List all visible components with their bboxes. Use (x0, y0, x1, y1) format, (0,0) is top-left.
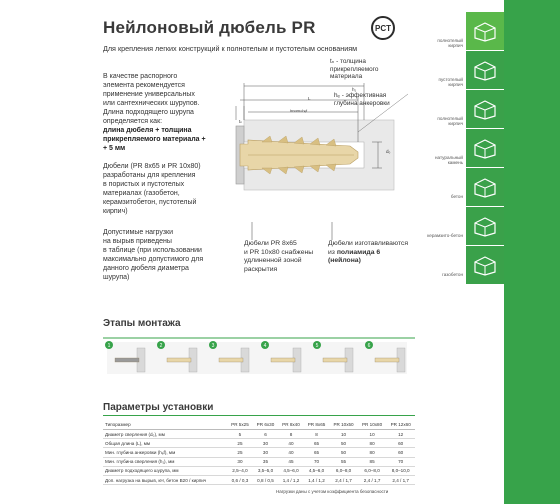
param-value-cell: 8 (278, 430, 304, 439)
table-row (103, 439, 415, 448)
step-number: 2 (159, 343, 163, 349)
text-line: в пористых и пустотелых (103, 181, 185, 188)
step-number: 3 (211, 343, 215, 349)
sidebar-item-claydite[interactable] (425, 207, 560, 246)
concrete-icon (466, 168, 504, 206)
page-subtitle: Для крепления легких конструкций к полнотелым и пустотелым основаниям (103, 44, 358, 53)
note-line: Дюбели PR 8x65 (244, 240, 297, 247)
param-value-cell: 6,0–8,0 (329, 466, 358, 475)
params-header-cell: PR 12x60 (386, 420, 415, 430)
material-note (328, 240, 420, 266)
sidebar-item-brick-hollow[interactable] (425, 51, 560, 90)
param-value-cell: 10 (358, 430, 387, 439)
step-tool (115, 358, 139, 362)
param-name-cell: Общая длина (L), мм (103, 439, 227, 448)
logo-text: PCT (375, 23, 391, 33)
brick-solid-icon (466, 12, 504, 50)
h1-label: h₁ (352, 87, 357, 92)
step-tool (323, 358, 347, 362)
param-value-cell: 30 (227, 457, 253, 466)
param-value-cell: 55 (329, 457, 358, 466)
param-value-cell: 4,5–6,0 (278, 466, 304, 475)
param-value-cell: 30 (253, 448, 279, 457)
step-number: 4 (263, 343, 267, 349)
params-title: Параметры установки (103, 402, 214, 413)
param-value-cell: 65 (304, 448, 330, 457)
text-line-bold: + 5 мм (103, 145, 126, 152)
param-value-cell: 45 (278, 457, 304, 466)
sidebar-item-label: бетон (450, 194, 463, 199)
steps-bg (107, 342, 407, 374)
sidebar-item-label: полнотелый кирпич (437, 38, 463, 48)
param-value-cell: 6,0–8,0 (358, 466, 387, 475)
param-value-cell: 6 (253, 430, 279, 439)
sidebar-item-label: пустотелый кирпич (438, 77, 463, 87)
param-value-cell: 85 (358, 457, 387, 466)
text-line-bold: длина дюбеля + толщина (103, 127, 192, 134)
note-line: глубина анкеровки (334, 99, 390, 107)
text-line: разработаны для крепления (103, 172, 196, 179)
certification-logo (371, 16, 395, 40)
params-header-cell: PR 5x25 (227, 420, 253, 430)
param-value-cell: 1,4 / 1,2 (278, 475, 304, 484)
step-tool (271, 358, 295, 362)
step-number: 6 (367, 343, 371, 349)
param-value-cell: 25 (227, 439, 253, 448)
text-line: данного дюбеля диаметра (103, 265, 189, 272)
table-row (103, 430, 415, 439)
params-footnote: Нагрузки даны с учетом коэффициента безопасности (276, 489, 389, 494)
L-label: L (308, 96, 311, 101)
note-line: удлиненной зоной (244, 257, 302, 265)
param-value-cell: 3,5–5,0 (253, 466, 279, 475)
step-tool (375, 358, 399, 362)
text-line: на вырыв приведены (103, 238, 172, 245)
porous-materials-text (103, 162, 228, 216)
param-value-cell: 40 (278, 439, 304, 448)
params-header-row (103, 420, 415, 430)
note-line: tₙ - толщина (330, 58, 366, 65)
note-line-bold: (нейлона) (328, 257, 361, 265)
text-line: Длина подходящего шурупа (103, 109, 194, 116)
note-line: раскрытия (244, 265, 278, 273)
param-value-cell: 0,6 / 0,3 (227, 475, 253, 484)
sidebar-item-concrete[interactable] (425, 168, 560, 207)
text-line: применение универсальных (103, 91, 195, 98)
text-line: В качестве распорного (103, 73, 178, 80)
note-line-bold: полиамида 6 (336, 248, 381, 256)
param-value-cell: 1,4 / 1,2 (304, 475, 330, 484)
text-line: материалах (газобетон, (103, 190, 180, 197)
note-line: и PR 10x80 снабжены (244, 248, 314, 256)
param-value-cell: 80 (358, 439, 387, 448)
elongated-zone-note (244, 240, 328, 274)
param-value-cell: 60 (386, 439, 415, 448)
param-name-cell: Мин. глубина сверления (h₁), мм (103, 457, 227, 466)
params-header-cell: PR 8x65 (304, 420, 330, 430)
table-row (103, 448, 415, 457)
text-line: шурупа) (103, 274, 130, 281)
param-value-cell: 40 (278, 448, 304, 457)
note-line: материала (330, 73, 363, 81)
params-table (103, 420, 415, 485)
d0-label: d₀ (386, 149, 391, 154)
param-value-cell: 65 (304, 439, 330, 448)
text-line: кирпич) (103, 208, 128, 215)
param-name-cell: Мин. глубина анкеровки (hₑf), мм (103, 448, 227, 457)
param-value-cell: 5 (227, 430, 253, 439)
param-value-cell: 30 (253, 439, 279, 448)
param-value-cell: 50 (329, 439, 358, 448)
screw-length-text (103, 72, 228, 153)
loads-text (103, 228, 228, 282)
params-header-cell: PR 10x50 (329, 420, 358, 430)
text-line-bold: прикрепляемого материала + (103, 136, 206, 143)
param-value-cell: 12 (386, 430, 415, 439)
param-value-cell: 35 (253, 457, 279, 466)
param-value-cell: 10 (329, 430, 358, 439)
steps-title: Этапы монтажа (103, 318, 181, 329)
text-line: или сантехнических шурупов. (103, 100, 200, 107)
param-value-cell: 2,5–4,0 (227, 466, 253, 475)
installation-steps (103, 336, 415, 380)
step-number: 5 (315, 343, 319, 349)
param-name-cell: Диаметр сверления (d₀), мм (103, 430, 227, 439)
claydite-icon (466, 207, 504, 245)
param-value-cell: 8 (304, 430, 330, 439)
step-tool (167, 358, 191, 362)
params-rule (103, 415, 415, 416)
catalog-label: Каталог продукции (448, 424, 454, 477)
param-value-cell: 60 (386, 448, 415, 457)
param-value-cell: 0,8 / 0,5 (253, 475, 279, 484)
note-line: из (328, 248, 335, 256)
tfix-note (330, 58, 416, 81)
note-line: прикрепляемого (330, 65, 379, 73)
hef-note (334, 92, 418, 107)
text-line: элемента рекомендуется (103, 82, 185, 89)
aerated-concrete-icon (466, 246, 504, 284)
table-row (103, 475, 415, 484)
tfix-label: tₙ (239, 119, 243, 124)
sidebar-item-label: полнотелый кирпич (437, 116, 463, 126)
param-value-cell: 70 (386, 457, 415, 466)
sidebar-item-label: керамзито-бетон (427, 233, 463, 238)
sidebar-item-brick[interactable] (425, 90, 560, 129)
sidebar-item-aerated-concrete[interactable] (425, 246, 560, 285)
param-value-cell: 25 (227, 448, 253, 457)
param-value-cell: 2,4 / 1,7 (329, 475, 358, 484)
note-line: hₑ - эффективная (334, 92, 387, 99)
param-value-cell: 2,4 / 1,7 (386, 475, 415, 484)
text-line: керамзитобетон, пустотелый (103, 199, 197, 206)
param-value-cell: 50 (329, 448, 358, 457)
param-value-cell: 2,4 / 1,7 (358, 475, 387, 484)
text-line: Допустимые нагрузки (103, 229, 174, 236)
note-line: Дюбели изготавливаются (328, 240, 409, 247)
text-line: максимально допустимого для (103, 256, 204, 263)
param-value-cell: 8,0–10,0 (386, 466, 415, 475)
param-value-cell: 70 (304, 457, 330, 466)
params-header-cell: PR 10x80 (358, 420, 387, 430)
params-header-cell: Типоразмер (103, 420, 227, 430)
text-line: в таблице (при использовании (103, 247, 202, 254)
table-row (103, 466, 415, 475)
sidebar-item-stone[interactable] (425, 129, 560, 168)
text-line: Дюбели (PR 8x65 и PR 10x80) (103, 163, 201, 170)
hnom-label: hnom=hₑf (290, 108, 308, 113)
step-number: 1 (107, 343, 111, 349)
param-value-cell: 80 (358, 448, 387, 457)
brick-icon (466, 90, 504, 128)
step-tool (219, 358, 243, 362)
sidebar-item-brick-solid[interactable] (425, 12, 560, 51)
sidebar-item-label: газобетон (442, 272, 463, 277)
page-title: Нейлоновый дюбель PR (103, 18, 316, 37)
sidebar-item-label: натуральный камень (435, 155, 463, 165)
material-sidebar (425, 0, 560, 504)
param-value-cell: 4,5–6,0 (304, 466, 330, 475)
params-header-cell: PR 6x30 (253, 420, 279, 430)
table-row (103, 457, 415, 466)
note-leaders (244, 222, 424, 240)
text-line: определяется как: (103, 118, 163, 125)
param-name-cell: Диаметр подходящего шурупа, мм (103, 466, 227, 475)
brick-hollow-icon (466, 51, 504, 89)
params-header-cell: PR 8x40 (278, 420, 304, 430)
param-name-cell: Доп. нагрузка на вырыв, кН, бетон B20 / кирпич (103, 475, 227, 484)
stone-icon (466, 129, 504, 167)
